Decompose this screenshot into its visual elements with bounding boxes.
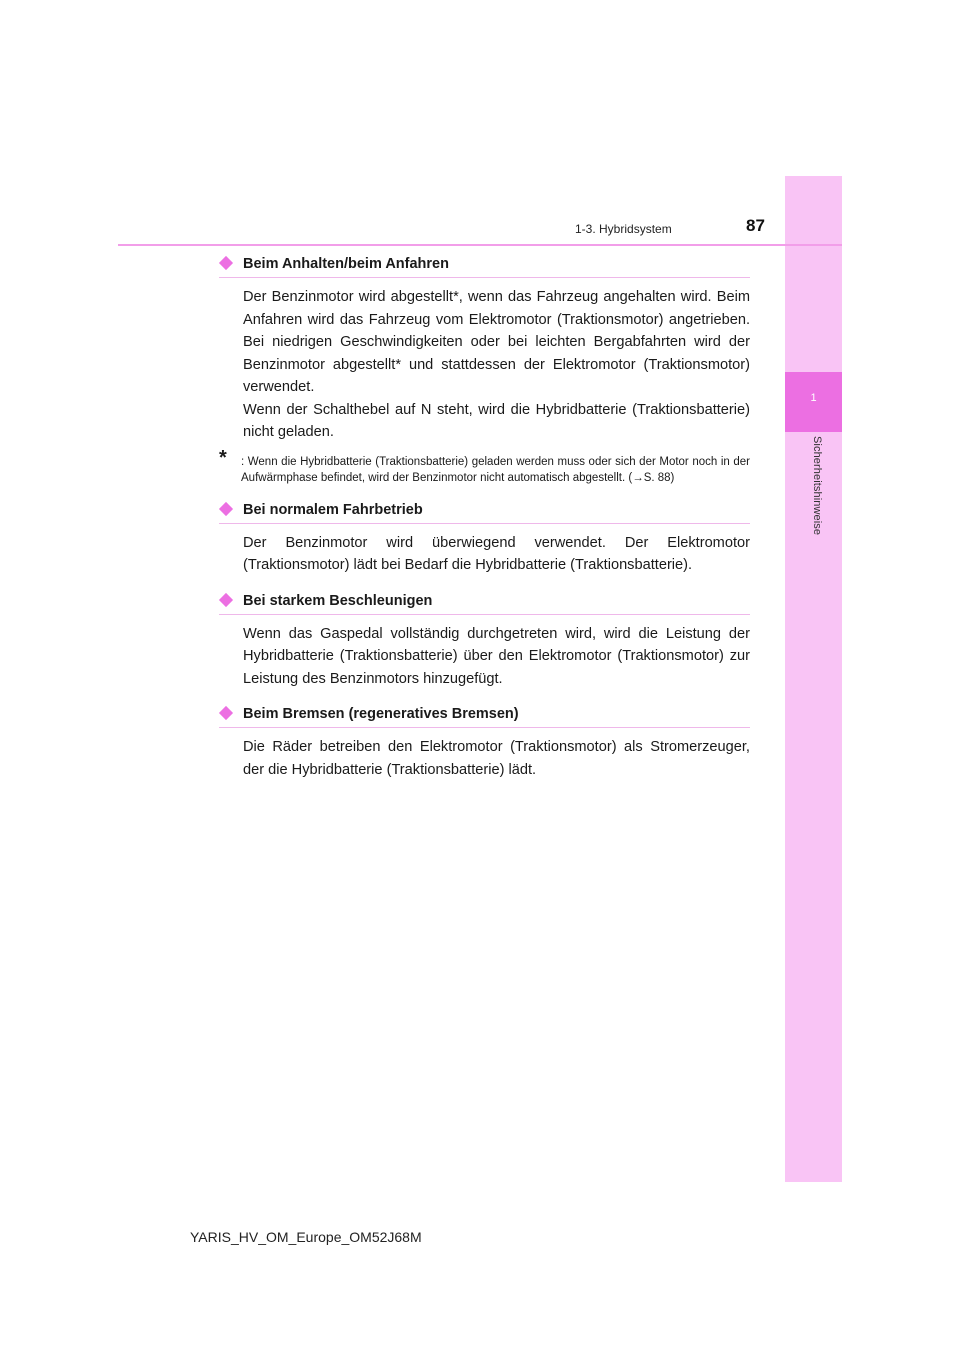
diamond-bullet-icon — [219, 706, 233, 720]
footnote-text: : Wenn die Hybridbatterie (Traktionsbatterie) geladen werden muss oder sich der Motor noch in der Aufwärmphase befindet, wird der Benzinmotor nicht automatisch abgestellt. (→S. 88) — [241, 455, 750, 484]
chapter-tab-label: Sicherheitshinweise — [811, 436, 823, 536]
body-paragraph: Wenn das Gaspedal vollständig durchgetreten wird, wird die Leistung der Hybridbatterie (Traktionsbatterie) über den Elektromotor (Traktionsmotor) zur Leistung des Benzinmotors hinzugefügt. — [243, 625, 750, 687]
page-number: 87 — [746, 216, 765, 235]
section-normal — [219, 500, 750, 577]
header-divider — [118, 244, 842, 246]
section-anhalten — [219, 254, 750, 486]
section-heading: Beim Bremsen (regeneratives Bremsen) — [219, 704, 750, 728]
section-body — [243, 623, 750, 691]
body-paragraph: Der Benzinmotor wird überwiegend verwendet. Der Elektromotor (Traktionsmotor) lädt bei Bedarf die Hybridbatterie (Traktionsbatterie). — [243, 534, 750, 573]
body-paragraph: Wenn der Schalthebel auf N steht, wird die Hybridbatterie (Traktionsbatterie) nicht geladen. — [243, 401, 750, 440]
section-reference: 1-3. Hybridsystem — [575, 222, 672, 236]
footnote-asterisk: * — [219, 446, 227, 469]
diamond-bullet-icon — [219, 501, 233, 515]
section-body — [243, 286, 750, 444]
section-bremsen — [219, 704, 750, 781]
section-beschleunigen — [219, 591, 750, 691]
body-paragraph: Der Benzinmotor wird abgestellt*, wenn das Fahrzeug angehalten wird. Beim Anfahren wird das Fahrzeug vom Elektromotor (Traktionsmotor) angetrieben. Bei niedrigen Geschwindigkeiten oder bei leichten Bergabfahrten wird der Benzinmotor abgestellt* und stattdessen der Elektromotor (Traktionsmotor) verwendet. — [243, 289, 750, 395]
diamond-bullet-icon — [219, 592, 233, 606]
footnote — [219, 446, 750, 486]
diamond-bullet-icon — [219, 256, 233, 270]
document-id: YARIS_HV_OM_Europe_OM52J68M — [190, 1229, 422, 1245]
page-content — [219, 254, 750, 781]
section-heading: Bei starkem Beschleunigen — [219, 591, 750, 615]
side-band — [785, 176, 842, 1182]
section-heading: Beim Anhalten/beim Anfahren — [219, 254, 750, 278]
section-heading: Bei normalem Fahrbetrieb — [219, 500, 750, 524]
body-paragraph: Die Räder betreiben den Elektromotor (Traktionsmotor) als Stromerzeuger, der die Hybridbatterie (Traktionsbatterie) lädt. — [243, 739, 750, 778]
chapter-tab-number: 1 — [810, 392, 817, 404]
section-body — [243, 532, 750, 577]
section-body — [243, 736, 750, 781]
